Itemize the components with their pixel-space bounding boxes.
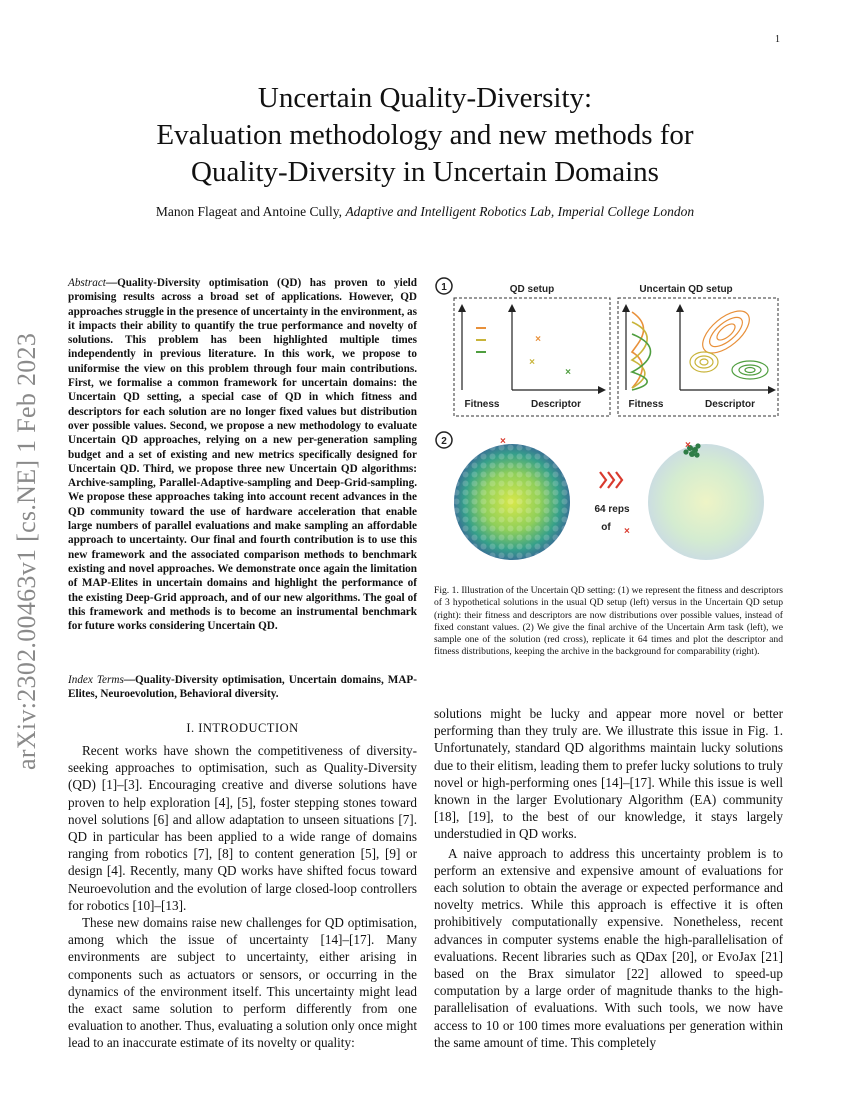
arrow-head — [508, 304, 516, 312]
qd-setup-label: QD setup — [509, 284, 555, 295]
figure-1-graphic — [434, 272, 783, 572]
fitness-label: Fitness — [628, 399, 664, 410]
section-heading: I. INTRODUCTION — [186, 721, 299, 735]
introduction-body — [68, 742, 417, 1052]
sampled-solution-cross-icon: × — [685, 440, 691, 451]
selected-solution-cross-icon: × — [500, 436, 506, 447]
descriptor-label: Descriptor — [704, 399, 756, 410]
figure-1 — [434, 272, 783, 572]
descriptor-distribution — [690, 352, 718, 372]
paragraph: Recent works have shown the competitiveness of diversity-seeking approaches to optimisation, such as Quality-Diversity (QD) [1]–[3]. Encouraging creative and diverse solutions have proven to help exploration [4], [5], foster stepping stones toward novel solutions [6] and allow adaptation to unseen situations [7]. QD in particular has been applied to a wide range of domains ranging from robotics [7], [8] to content generation [5], [9] or design [4]. Recently, many QD works have shifted focus toward Neuroevolution and the evolution of large closed-loop controllers for robotics [10]–[13]. — [68, 743, 417, 913]
paragraph: solutions might be lucky and appear more novel or better performing than they truly are. We illustrate this issue in Fig. 1. Unfortunately, standard QD algorithms maintain lucky solutions due to their elitism, leading them to prefer lucky solutions to truly novel or high-performing ones [14]–[17]. While this issue is well known in the larger Evolutionary Algorithm (EA) community [18], [19], to the best of our knowledge, it stays largely understudied in QD works. — [434, 706, 783, 842]
red-cross-icon: × — [624, 526, 630, 537]
background-archive — [648, 444, 764, 560]
abstract-label: Abstract — [68, 277, 106, 289]
index-terms-text: —Quality-Diversity optimisation, Uncertain domains, MAP-Elites, Neuroevolution, Behavioral diversity. — [68, 674, 417, 701]
figure-1-caption: Fig. 1. Illustration of the Uncertain QD setting: (1) we represent the fitness and descriptors of 3 hypothetical solutions in the usual QD setup (left) versus in the Uncertain QD setup (right): their fitness and descriptors are now distributions over possible values, instead of fixed constant values. (2) We give the final archive of the Uncertain Arm task (left), we sample one of the solution (red cross), replicate it 64 times and plot the descriptor and fitness distributions, keeping the archive in the background for comparability (right). — [434, 585, 783, 658]
index-terms-label: Index Terms — [68, 674, 124, 686]
abstract — [68, 276, 417, 633]
arrow-head — [622, 304, 630, 312]
arrow-head — [768, 386, 776, 394]
panel-1-marker: 1 — [441, 282, 447, 293]
abstract-text: —Quality-Diversity optimisation (QD) has proven to yield promising results across a broad set of applications. However, QD approaches struggle in the presence of uncertainty in the environment, as it impacts their ability to quantify the true performance and novelty of solutions. This problem has been highlighted multiple times independently in previous literature. In this work, we propose to uniformise the view on this problem through four main contributions. First, we formalise a common framework for uncertain domains: the Uncertain QD setting, a special case of QD in which fitness and descriptors for each solution are no longer fixed values but distribution over possible values. Second, we propose a new methodology to evaluate Uncertain QD approaches, relying on a new per-generation sampling budget and a set of existing and new metrics specifically designed for Uncertain QD. Third, we propose three new Uncertain QD algorithms: Archive-sampling, Parallel-Adaptive-sampling and Deep-Grid-sampling. We propose these approaches taking into account recent advances in the QD community toward the use of hardware acceleration that enable large numbers of parallel evaluations and make sampling an affordable approach to uncertainty. Our final and fourth contribution is to use this new framework and the associated comparison methods to benchmark existing and novel approaches. We demonstrate once again the limitation of MAP-Elites in uncertain domains and highlight the performance of the existing Deep-Grid approach, and of our new algorithms. The goal of this framework and methods is to become an instrumental benchmark for future works considering Uncertain QD. — [68, 277, 417, 633]
fitness-label: Fitness — [464, 399, 500, 410]
paragraph: These new domains raise new challenges for QD optimisation, among which the issue of uncertainty [14]–[17]. Many environments are subject to uncertainty, either arising in components such as actuators or sensors, or occurring in the dynamics of the environment itself. This uncertainty might lead the exact same solution to perform differently from one evaluation to another. Thus, evaluating a solution only once might lead to an inaccurate estimate of its novelty or quality: — [68, 915, 417, 1051]
arrow-head — [598, 386, 606, 394]
arxiv-stamp: arXiv:2302.00463v1 [cs.NE] 1 Feb 2023 — [12, 332, 41, 770]
uncertain-qd-setup-label: Uncertain QD setup — [639, 284, 733, 295]
paragraph: A naive approach to address this uncertainty problem is to perform an extensive and expensive amount of evaluations for each solution to obtain the average or expected performance and novelty metrics. While this approach is effective it is often prohibitively computationally expensive. Nonetheless, recent advances in computer systems enable the high-parallelisation of evaluations. Recent libraries such as QDax [20], or EvoJax [21] based on the Brax simulator [22] allowed to speed-up computation by a large order of magnitude thanks to the high-parallelisation of evaluations. With such tools, we now have access to 10 or 100 times more evaluations per generation within the same amount of time. This completely — [434, 845, 783, 1050]
arrow-head — [458, 304, 466, 312]
index-terms — [68, 673, 417, 702]
descriptor-label: Descriptor — [530, 399, 582, 410]
author-line — [60, 204, 790, 220]
title-line: Evaluation methodology and new methods for — [156, 119, 694, 151]
affiliation: Adaptive and Intelligent Robotics Lab, Imperial College London — [345, 204, 695, 219]
title-line: Quality-Diversity in Uncertain Domains — [191, 156, 659, 188]
authors: Manon Flageat and Antoine Cully, — [155, 204, 343, 219]
solution-cross-icon: × — [565, 367, 571, 378]
descriptor-distribution — [732, 361, 768, 379]
reps-label: 64 reps — [594, 504, 630, 515]
solution-cross-icon: × — [529, 357, 535, 368]
solution-cross-icon: × — [535, 334, 541, 345]
panel-2-marker: 2 — [441, 436, 447, 447]
title-line: Uncertain Quality-Diversity: — [257, 82, 593, 114]
archive-cells — [454, 444, 570, 560]
paper-title — [60, 80, 790, 191]
arrow-head — [676, 304, 684, 312]
page-number: 1 — [775, 34, 780, 45]
right-column-body — [434, 705, 783, 1051]
reps-of-label: of — [601, 522, 611, 533]
chevrons-icon — [600, 472, 622, 488]
